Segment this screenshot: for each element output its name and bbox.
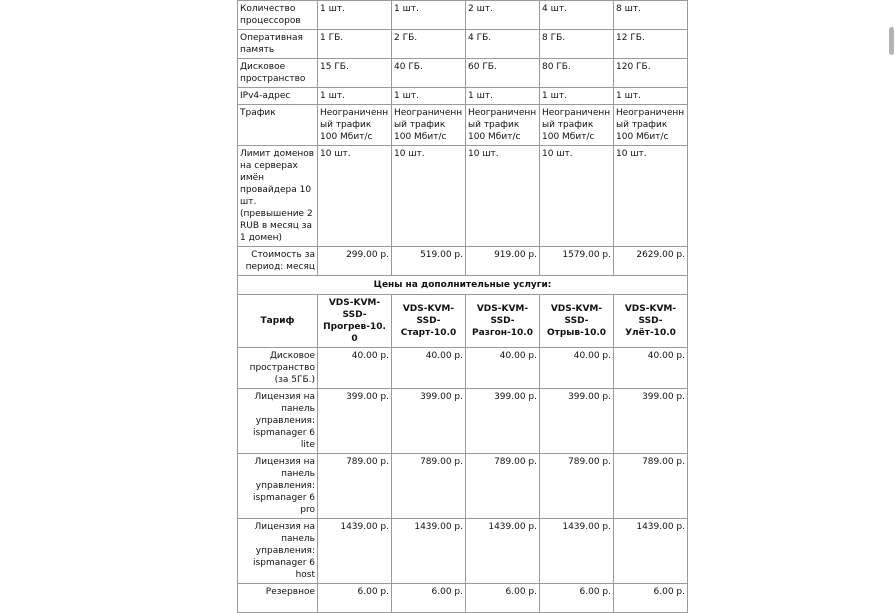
row-label: Дисковое пространство (за 5ГБ.) — [238, 348, 318, 389]
table-cell: 1439.00 р. — [540, 519, 614, 584]
table-cell: 2 шт. — [466, 1, 540, 30]
table-cell: 1 шт. — [614, 88, 688, 105]
table-cell: 6.00 р. — [392, 584, 466, 613]
table-cell: 15 ГБ. — [318, 59, 392, 88]
plan-header: VDS-KVM-SSD-Разгон-10.0 — [466, 295, 540, 348]
tariff-table — [237, 0, 688, 613]
table-cell: 8 шт. — [614, 1, 688, 30]
table-cell: 10 шт. — [318, 146, 392, 247]
plan-header: VDS-KVM-SSD-Прогрев-10.0 — [318, 295, 392, 348]
row-label: Лицензия на панель управления: ispmanager 6 host — [238, 519, 318, 584]
table-row — [238, 146, 688, 247]
table-cell: Неограниченный трафик 100 Мбит/с — [318, 105, 392, 146]
table-cell: 60 ГБ. — [466, 59, 540, 88]
table-cell: 299.00 р. — [318, 247, 392, 276]
table-cell: 10 шт. — [392, 146, 466, 247]
table-cell: 789.00 р. — [540, 454, 614, 519]
table-row — [238, 30, 688, 59]
table-cell: 1439.00 р. — [318, 519, 392, 584]
table-cell: 8 ГБ. — [540, 30, 614, 59]
table-cell: 1439.00 р. — [466, 519, 540, 584]
table-cell: 1 шт. — [318, 88, 392, 105]
table-cell: 519.00 р. — [392, 247, 466, 276]
table-cell: 1 шт. — [466, 88, 540, 105]
table-cell: 399.00 р. — [614, 389, 688, 454]
plan-header: VDS-KVM-SSD-Старт-10.0 — [392, 295, 466, 348]
table-cell: 10 шт. — [466, 146, 540, 247]
vertical-scrollbar[interactable] — [888, 0, 896, 503]
table-cell: 40.00 р. — [614, 348, 688, 389]
cost-row — [238, 247, 688, 276]
row-label: Трафик — [238, 105, 318, 146]
extra-service-row — [238, 389, 688, 454]
table-cell: 10 шт. — [540, 146, 614, 247]
table-cell: 789.00 р. — [466, 454, 540, 519]
tariff-table-body — [238, 1, 688, 613]
table-cell: 120 ГБ. — [614, 59, 688, 88]
table-cell: 40.00 р. — [318, 348, 392, 389]
table-cell: 1579.00 р. — [540, 247, 614, 276]
table-cell: 6.00 р. — [540, 584, 614, 613]
table-cell: 4 ГБ. — [466, 30, 540, 59]
table-cell: 6.00 р. — [318, 584, 392, 613]
table-cell: 6.00 р. — [614, 584, 688, 613]
table-cell: 1 ГБ. — [318, 30, 392, 59]
table-cell: 1439.00 р. — [392, 519, 466, 584]
table-cell: 2 ГБ. — [392, 30, 466, 59]
plan-header: VDS-KVM-SSD-Улёт-10.0 — [614, 295, 688, 348]
table-cell: 399.00 р. — [466, 389, 540, 454]
extra-service-row — [238, 584, 688, 613]
table-cell: 12 ГБ. — [614, 30, 688, 59]
row-label: Лицензия на панель управления: ispmanager 6 pro — [238, 454, 318, 519]
tariff-header-label: Тариф — [238, 295, 318, 348]
table-cell: 789.00 р. — [318, 454, 392, 519]
row-label: Резервное — [238, 584, 318, 613]
table-cell: 1 шт. — [392, 1, 466, 30]
table-row — [238, 88, 688, 105]
row-label: Лицензия на панель управления: ispmanager 6 lite — [238, 389, 318, 454]
table-cell: 1 шт. — [392, 88, 466, 105]
row-label: Дисковое пространство — [238, 59, 318, 88]
table-cell: 789.00 р. — [392, 454, 466, 519]
table-cell: 399.00 р. — [392, 389, 466, 454]
scrollbar-thumb[interactable] — [889, 27, 894, 55]
table-cell: 919.00 р. — [466, 247, 540, 276]
table-cell: 1 шт. — [540, 88, 614, 105]
row-label: Стоимость за период: месяц — [238, 247, 318, 276]
tariff-document — [237, 0, 688, 613]
table-cell: 40.00 р. — [392, 348, 466, 389]
plan-header: VDS-KVM-SSD-Отрыв-10.0 — [540, 295, 614, 348]
table-row — [238, 1, 688, 30]
extra-service-row — [238, 454, 688, 519]
row-label: Лимит доменов на серверах имён провайдера 10 шт. (превышение 2 RUB в месяц за 1 домен) — [238, 146, 318, 247]
table-cell: Неограниченный трафик 100 Мбит/с — [614, 105, 688, 146]
table-cell: 4 шт. — [540, 1, 614, 30]
table-cell: 10 шт. — [614, 146, 688, 247]
row-label: Оперативная память — [238, 30, 318, 59]
extra-header-row — [238, 295, 688, 348]
extra-service-row — [238, 348, 688, 389]
table-cell: 40 ГБ. — [392, 59, 466, 88]
extra-services-section-row — [238, 276, 688, 295]
section-title: Цены на дополнительные услуги: — [238, 276, 688, 295]
table-cell: 789.00 р. — [614, 454, 688, 519]
table-cell: 80 ГБ. — [540, 59, 614, 88]
table-row — [238, 105, 688, 146]
table-cell: 2629.00 р. — [614, 247, 688, 276]
row-label: Количество процессоров — [238, 1, 318, 30]
table-cell: 40.00 р. — [466, 348, 540, 389]
table-row — [238, 59, 688, 88]
table-cell: 399.00 р. — [540, 389, 614, 454]
table-cell: Неограниченный трафик 100 Мбит/с — [466, 105, 540, 146]
table-cell: 1439.00 р. — [614, 519, 688, 584]
table-cell: 40.00 р. — [540, 348, 614, 389]
row-label: IPv4-адрес — [238, 88, 318, 105]
table-cell: 1 шт. — [318, 1, 392, 30]
table-cell: 6.00 р. — [466, 584, 540, 613]
table-cell: Неограниченный трафик 100 Мбит/с — [392, 105, 466, 146]
table-cell: Неограниченный трафик 100 Мбит/с — [540, 105, 614, 146]
extra-service-row — [238, 519, 688, 584]
table-cell: 399.00 р. — [318, 389, 392, 454]
